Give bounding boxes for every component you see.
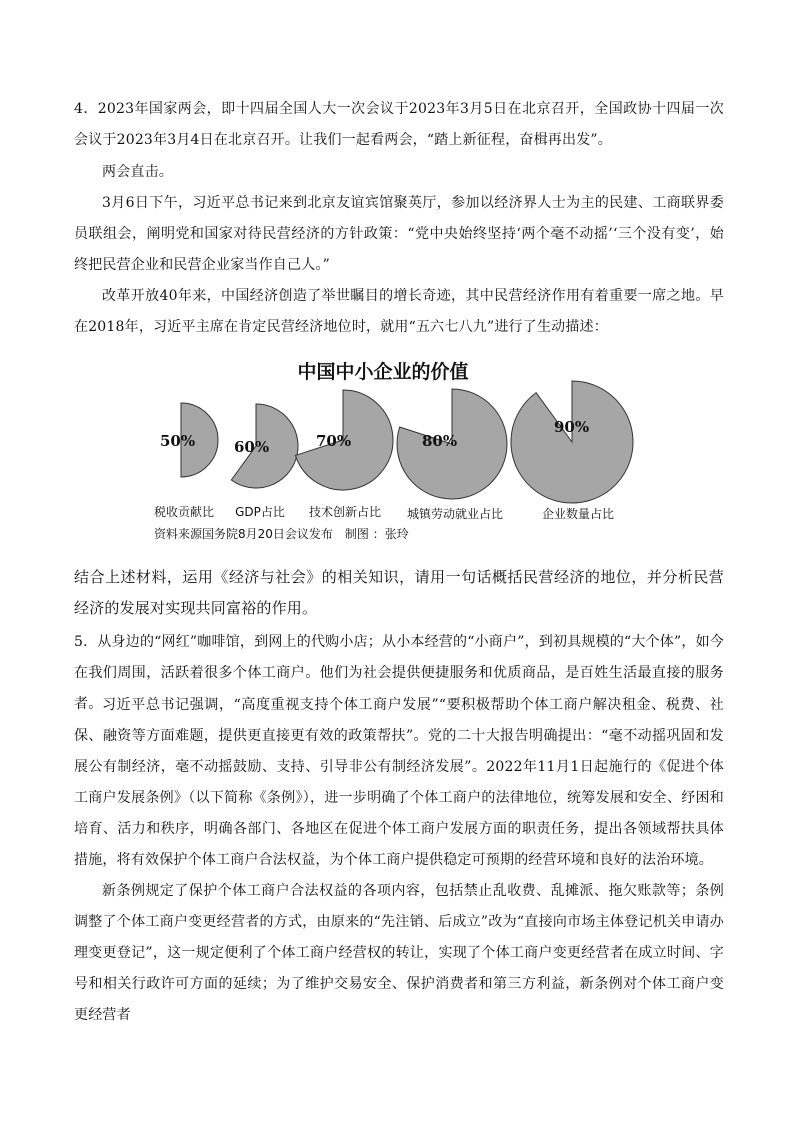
q5-paragraph-3: 新条例规定了保护个体工商户合法权益的各项内容，包括禁止乱收费、乱摊派、拖欠账款等；条例调整了个体工商户变更经营者的方式，由原来的“先注销、后成立”改为“直接向市场主体登记机关申请办理变更登记”，这一规定便利了个体工商户经营权的转让，实现了个体工商户变更经营者在成立时间、字号和相关行政许可方面的延续；为了维护交易安全、保护消费者和第三方利益，新条例对个体工商户变更经营者 (74, 883, 724, 1023)
pie-value-label-5: 90% (554, 418, 590, 436)
q4-paragraph-2: 改革开放40年来，中国经济创造了举世瞩目的增长奇迹，其中民营经济作用有着重要一席之地。早在2018年，习近平主席在肯定民营经济地位时，就用“五六七八九”进行了生动描述： (74, 288, 724, 335)
pie-category-label-5: 企业数量占比 (541, 507, 615, 521)
pie-value-label-2: 60% (234, 438, 270, 456)
pie-sector-5 (511, 381, 633, 503)
pie-category-label-2: GDP占比 (235, 505, 285, 519)
pie-value-label-1: 50% (160, 432, 196, 450)
q4-intro: 4．2023年国家两会，即十四届全国人大一次会议于2023年3月5日在北京召开，全国政协十四届一次会议于2023年3月4日在北京召开。让我们一起看两会，“踏上新征程，奋楫再出发”。 (74, 101, 724, 148)
q5-paragraph-2: 习近平总书记强调，“高度重视支持个体工商户发展”“要积极帮助个体工商户解决租金、税费、社保、融资等方面难题，提供更直接更有效的政策帮扶”。党的二十大报告明确提出：“毫不动摇巩固和发展公有制经济，毫不动摇鼓励、支持、引导非公有制经济发展”。2022年11月1日起施行的《促进个体工商户发展条例》（以下简称《条例》），进一步明确了个体工商户的法律地位，统筹发展和安全、纾困和培育、活力和秩序，明确各部门、各地区在促进个体工商户发展方面的职责任务，提出各领域帮扶具体措施，将有效保护个体工商户合法权益，为个体工商户提供稳定可预期的经营环境和良好的法治环境。 (74, 697, 724, 868)
pie-category-label-1: 税收贡献比 (153, 505, 215, 519)
pie-category-label-4: 城镇劳动就业占比 (406, 507, 504, 521)
pie-category-label-3: 技术创新占比 (308, 505, 382, 519)
q5-paragraph-1: 5．从身边的“网红”咖啡馆，到网上的代购小店；从小本经营的“小商户”，到初具规模的“大个体”，如今在我们周围，活跃着很多个体工商户。他们为社会提供便捷服务和优质商品，是百姓生活最直接的服务者。 (74, 634, 724, 712)
sme-value-chart (140, 352, 660, 562)
q4-heading: 两会直击。 (102, 164, 173, 180)
pie-value-label-4: 80% (422, 432, 458, 450)
chart-title: 中国中小企业的价值 (297, 361, 469, 383)
q4-paragraph-1: 3月6日下午，习近平总书记来到北京友谊宾馆聚英厅，参加以经济界人士为主的民建、工商联界委员联组会，阐明党和国家对待民营经济的方针政策：“党中央始终坚持‘两个毫不动摇’‘三个没有变’，始终把民营企业和民营企业家当作自己人。” (74, 195, 724, 273)
chart-source: 资料来源国务院8月20日会议发布 制图 ：张玲 (154, 527, 409, 541)
pie-value-label-3: 70% (316, 432, 352, 450)
q4-question: 结合上述材料，运用《经济与社会》的相关知识，请用一句话概括民营经济的地位，并分析民营经济的发展对实现共同富裕的作用。 (74, 568, 724, 617)
